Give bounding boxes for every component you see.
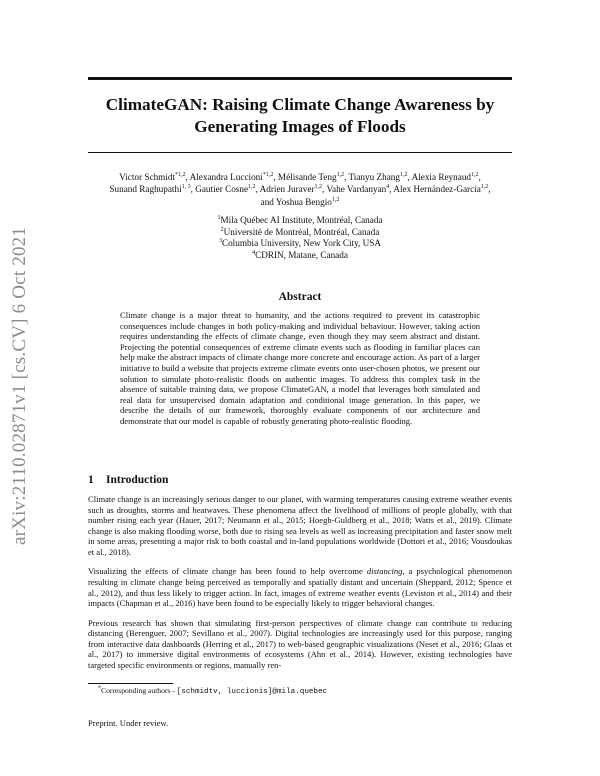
- abstract-heading: Abstract: [278, 291, 322, 303]
- author: Tianyu Zhang$^{1,2}$,: [348, 171, 412, 182]
- author: and Yoshua Bengio$^{1,2}$: [260, 196, 340, 207]
- paragraph: Visualizing the effects of climate change has been found to help overcome distancing, a psychological phenomenon resulting in climate change being perceived as temporally and spatially distant and uncertain (Sheppard, 2012; Spence et al., 2012), and thus less likely to trigger action. In fact, images of extreme weather events (Leviston et al., 2014) and their impacts (Chapman et al., 2016) have been found to be especially likely to trigger behavioral changes.: [88, 566, 512, 609]
- affiliation: $^3$Columbia University, New York City, USA: [218, 238, 382, 249]
- footnote: *Corresponding authors - [schmidtv, luccionis]@mila.quebec: [98, 685, 328, 696]
- preprint-note: Preprint. Under review.: [88, 718, 169, 728]
- author: Adrien Juraver$^{1,2}$,: [259, 184, 327, 195]
- emphasis: distancing: [366, 566, 403, 577]
- paragraph: Climate change is an increasingly serious danger to our planet, with warming temperatures causing extreme weather events such as droughts, storms and heatwaves. These phenomena affect the livelihood of millions of people globally, with that number rising each year (Hauer, 2017; Neumann et al., 2015; Hoegh-Guldberg et al., 2018; Watts et al., 2019). Climate change is also making flooding worse, both due to rising sea levels as well as increasing precipitation and faster snow melt in some areas, presenting a major risk to both coastal and in-land populations worldwide (Dottori et al., 2016; Vousdoukas et al., 2018).: [88, 494, 512, 557]
- title-line-2: Generating Images of Floods: [194, 117, 406, 136]
- author: Mélisande Teng$^{1,2}$,: [277, 171, 349, 182]
- section-heading: [88, 474, 168, 486]
- title-bottom-rule: [88, 152, 512, 153]
- affiliation: $^1$Mila Québec AI Institute, Montréal, Canada: [217, 214, 383, 225]
- abstract-text: Climate change is a major threat to humanity, and the actions required to prevent its catastrophic consequences include changes in both policy-making and individual behaviour. However, taking action requires understanding the effects of climate change, even though they may seem abstract and distant. Projecting the potential consequences of extreme climate events such as flooding in familiar places can help make the abstract impacts of climate change more concrete and encourage action. As part of a larger initiative to build a website that projects extreme climate events onto user-chosen photos, we present our solution to simulate photo-realistic floods on authentic images. To address this complex task in the absence of suitable training data, we propose ClimateGAN, a model that leverages both simulated and real data for unsupervised domain adaptation and conditional image generation. In this paper, we describe the details of our framework, thoroughly evaluate components of our architecture and demonstrate that our model is capable of robustly generating photo-realistic flooding.: [120, 310, 480, 426]
- section-number: 1: [88, 474, 94, 486]
- footnote-rule: [88, 683, 173, 684]
- title-top-rule: [88, 77, 512, 80]
- title-line-1: ClimateGAN: Raising Climate Change Awareness by: [105, 95, 495, 114]
- author: Vahe Vardanyan$^4$,: [326, 184, 394, 195]
- footnote-emails: [schmidtv, luccionis]@mila.quebec: [176, 688, 328, 696]
- paper-title: [88, 94, 512, 138]
- affiliation: $^2$Université de Montréal, Montréal, Canada: [220, 226, 380, 237]
- author: Victor Schmidt$^{*1,2}$,: [119, 171, 190, 182]
- author-list: [80, 171, 520, 208]
- affiliation: $^4$CDRIN, Matane, Canada: [252, 249, 348, 260]
- paragraph: Previous research has shown that simulating first-person perspectives of climate change can contribute to reducing distancing (Berenguer, 2007; Sevillano et al., 2007). Digital technologies are increasingly used for this purpose, ranging from interactive data dashboards (Herring et al., 2017) to web-based geographic visualizations (Neset et al., 2016; Glaas et al., 2017) to immersive digital environments of ecosystems (Ahn et al., 2014). However, existing technologies have targeted specific environments or regions, manually ren-: [88, 617, 512, 670]
- affiliation-list: [88, 215, 512, 261]
- author: Gautier Cosne$^{1,2}$,: [195, 184, 260, 195]
- author: Alexandra Luccioni$^{*1,2}$,: [189, 171, 278, 182]
- author: Alex Hernández-García$^{1,2}$,: [393, 184, 491, 195]
- author: Sunand Raghupathi$^{1, 3}$,: [109, 184, 196, 195]
- author: Alexia Reynaud$^{1,2}$,: [411, 171, 481, 182]
- arxiv-stamp: arXiv:2110.02871v1 [cs.CV] 6 Oct 2021: [9, 226, 30, 545]
- introduction-body: [88, 494, 512, 679]
- section-title: Introduction: [106, 474, 169, 486]
